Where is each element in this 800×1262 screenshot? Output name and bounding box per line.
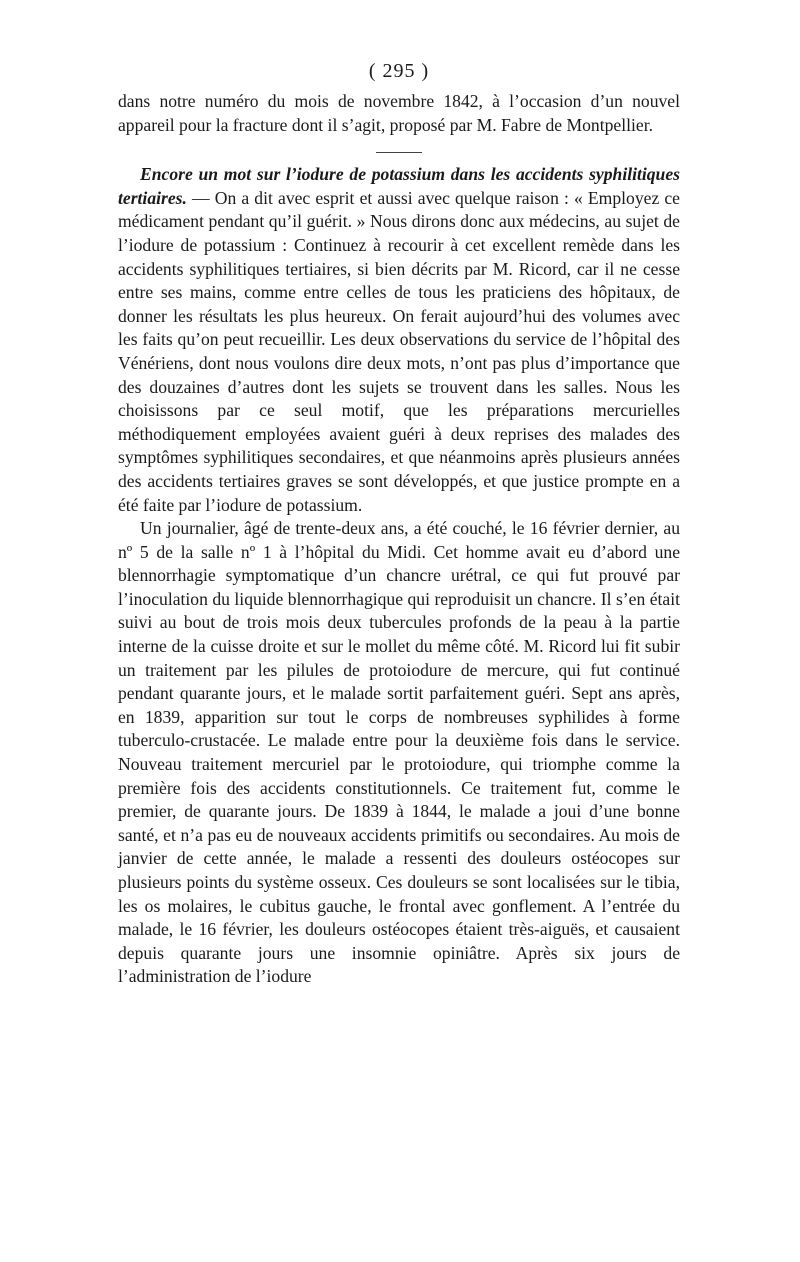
article-title: Encore un mot sur l’iodure de potassium dans les accidents syphilitiques tertiaires. xyxy=(118,164,680,208)
article-paragraph xyxy=(118,163,680,517)
document-page xyxy=(118,58,680,989)
intro-paragraph: dans notre numéro du mois de novembre 1842, à l’occasion d’un nouvel appareil pour la fracture dont il s’agit, proposé par M. Fabre de Montpellier. xyxy=(118,91,680,135)
article-body: — On a dit avec esprit et aussi avec quelque raison : « Employez ce médicament pendant qu’il guérit. » Nous dirons donc aux médecins, au sujet de l’iodure de potassium : Continuez à recourir à cet excellent remède dans les accidents syphilitiques tertiaires, si bien décrits par M. Ricord, car il ne cesse entre ses mains, comme entre celles de tous les praticiens des hôpitaux, de donner les résultats les plus heureux. On ferait aujourd’hui des volumes avec les faits qu’on peut recueillir. Les deux observations du service de l’hôpital des Vénériens, dont nous voulons dire deux mots, n’ont pas plus d’importance que des douzaines d’autres dont les sujets se trouvent dans les salles. Nous les choisissons par ce seul motif, que les préparations mercurielles méthodiquement employées avaient guéri à deux reprises des malades des symptômes syphilitiques secondaires, et que néanmoins après plusieurs années des accidents tertiaires graves se sont développés, et que justice prompte en a été faite par l’iodure de potassium. xyxy=(118,187,680,515)
page-number: ( 295 ) xyxy=(368,60,430,82)
case-paragraph: Un journalier, âgé de trente-deux ans, a été couché, le 16 février dernier, au nº 5 de la salle nº 1 à l’hôpital du Midi. Cet homme avait eu d’abord une blennorrhagie symptomatique d’un chancre urétral, ce qui fut prouvé par l’inoculation du liquide blennorrhagique qui reproduisit un chancre. Il s’en était suivi au bout de trois mois deux tubercules profonds de la peau à la partie interne de la cuisse droite et sur le mollet du même côté. M. Ricord lui fit subir un traitement par les pilules de protoiodure de mercure, qui fut continué pendant quarante jours, et le malade sortit parfaitement guéri. Sept ans après, en 1839, apparition sur tout le corps de nombreuses syphilides à forme tuberculo-crustacée. Le malade entre pour la deuxième fois dans le service. Nouveau traitement mercuriel par le protoiodure, qui triomphe comme la première fois des accidents constitutionnels. Ce traitement fut, comme le premier, de quarante jours. De 1839 à 1844, le malade a joui d’une bonne santé, et n’a pas eu de nouveaux accidents primitifs ou secondaires. Au mois de janvier de cette année, le malade a ressenti des douleurs ostéocopes sur plusieurs points du système osseux. Ces douleurs se sont localisées sur le tibia, les os molaires, le cubitus gauche, le frontal avec gonflement. A l’entrée du malade, le 16 février, les douleurs ostéocopes étaient très-aiguës, et causaient depuis quarante jours une insomnie opiniâtre. Après six jours de l’administration de l’iodure xyxy=(118,518,680,987)
section-divider xyxy=(376,152,422,153)
